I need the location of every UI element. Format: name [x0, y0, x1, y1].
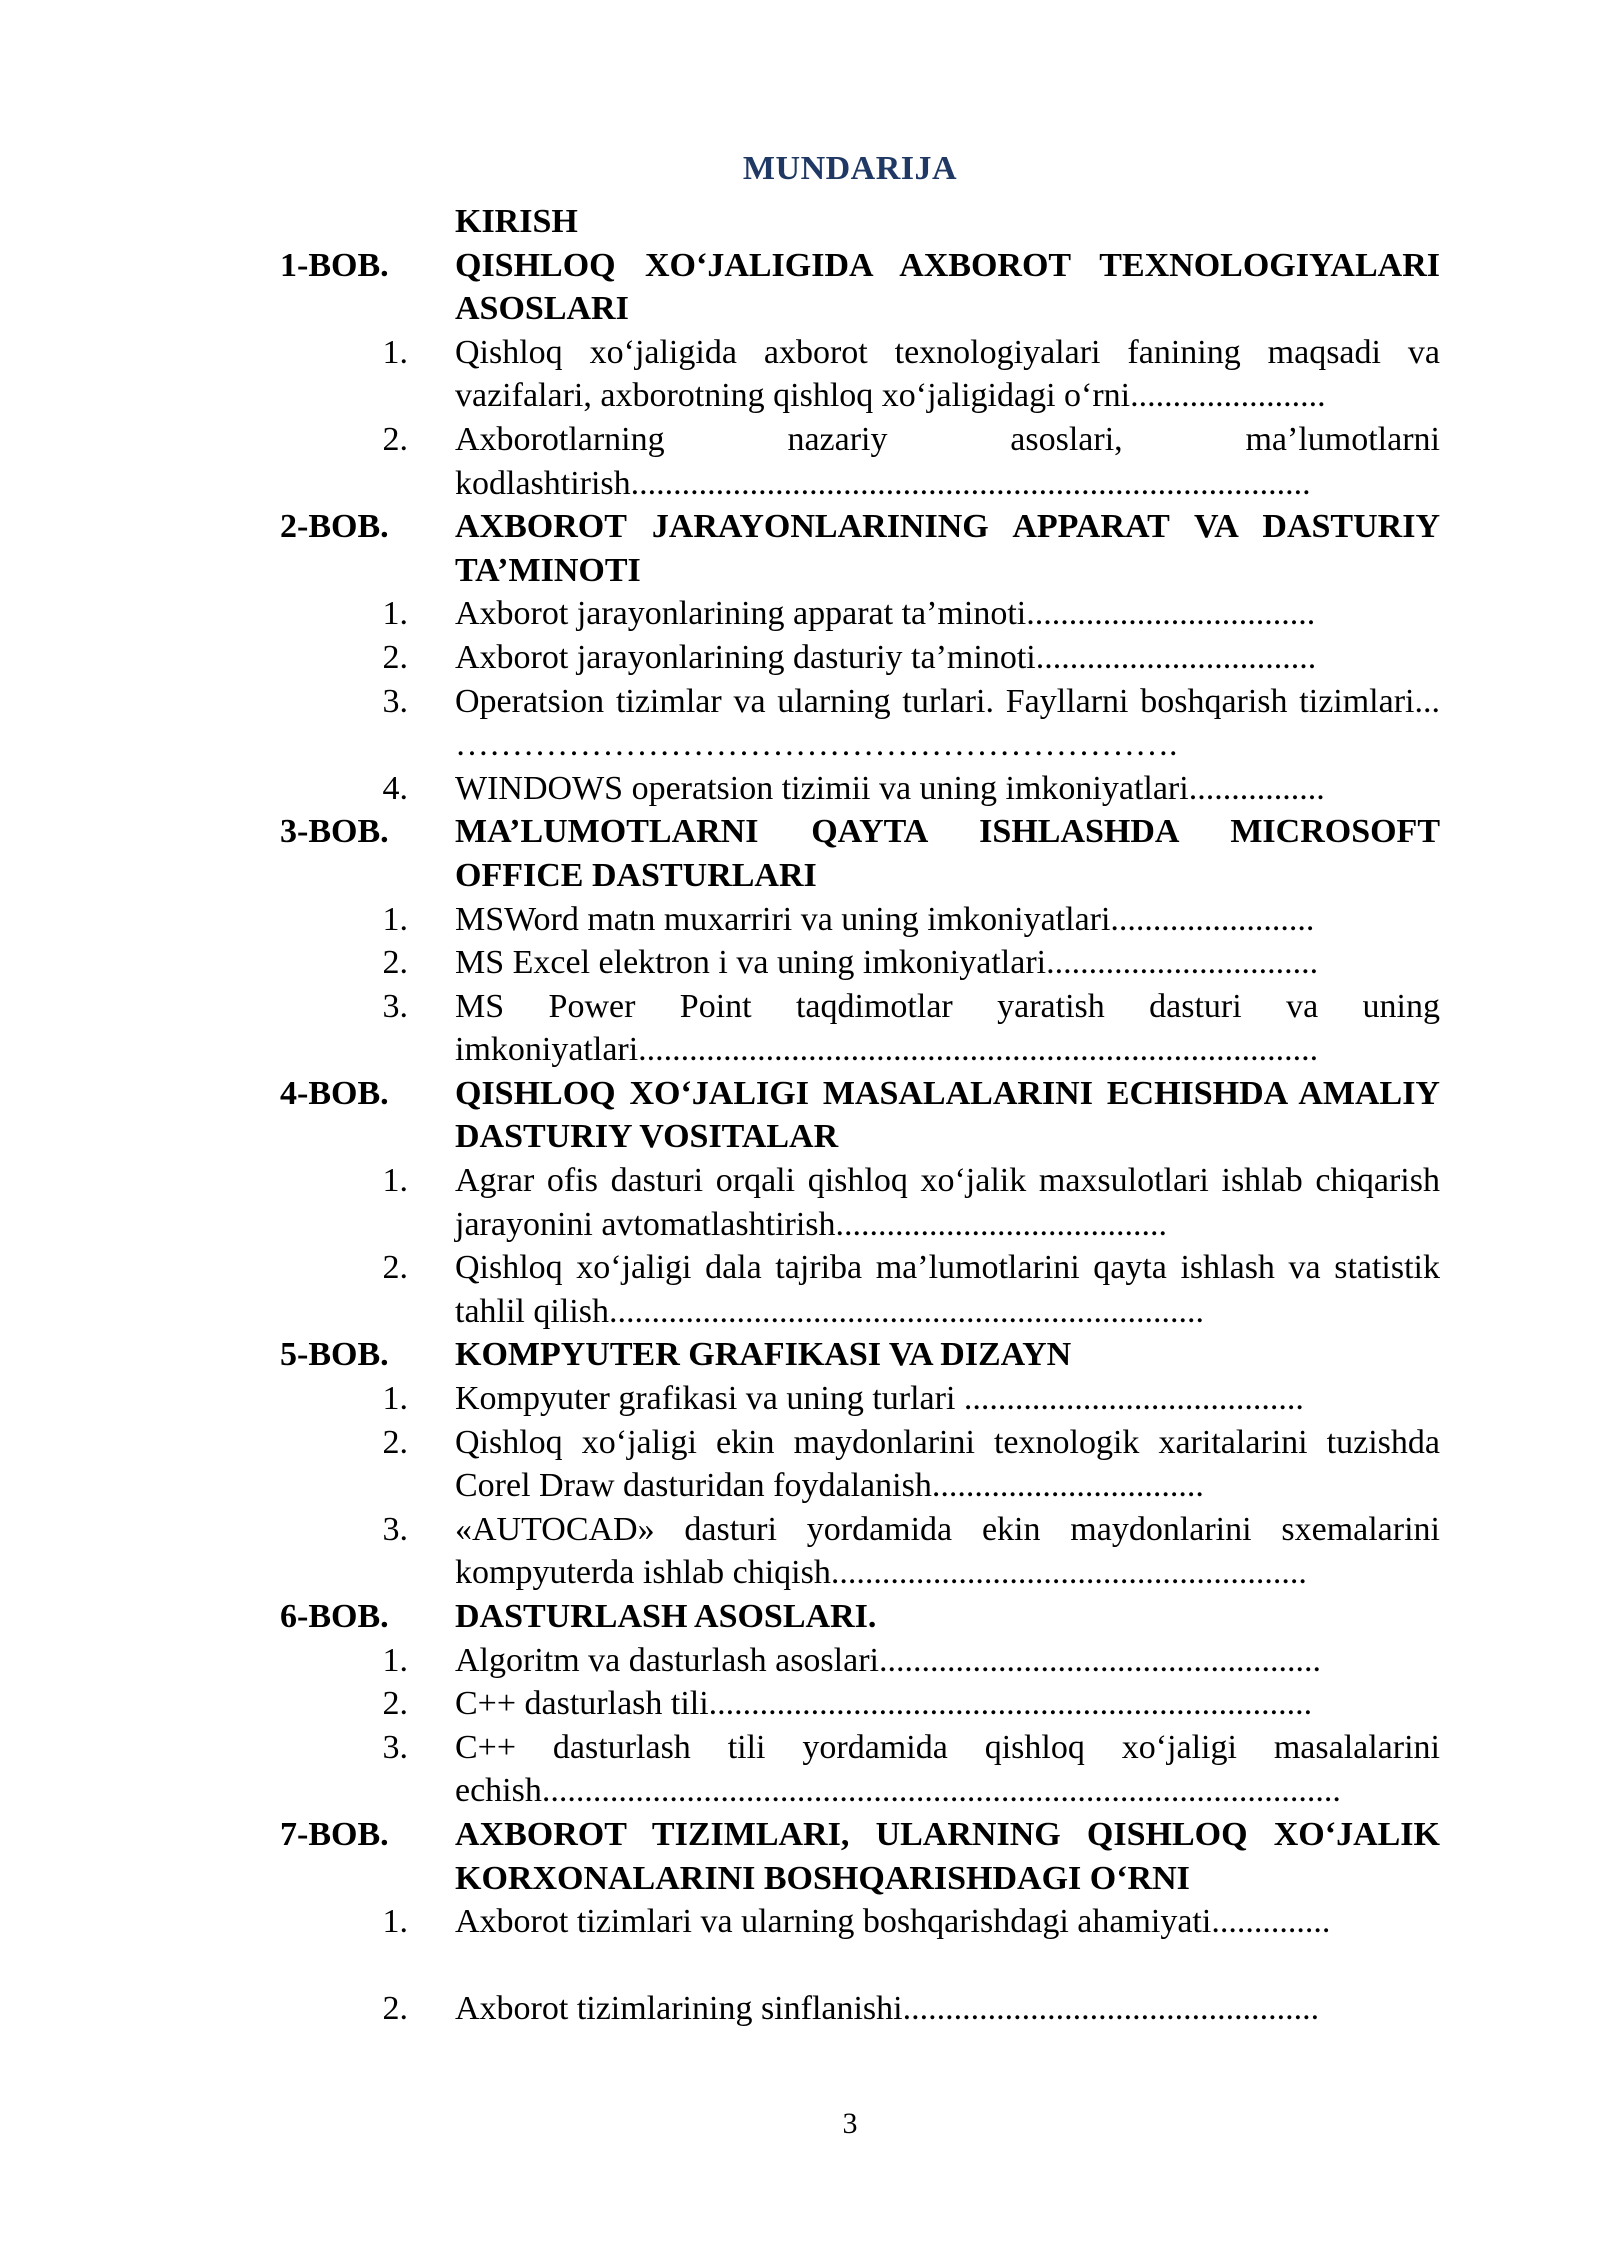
toc-entry — [280, 592, 1440, 636]
entry-text: Qishloq xo‘jaligi ekin maydonlarini texnologik xaritalarini tuzishda Corel Draw dasturidan foydalanish................................ — [455, 1423, 1440, 1505]
entry-number: 1. — [382, 900, 408, 938]
entry-text: Axborot tizimlarining sinflanishi................................................. — [455, 1990, 1320, 2028]
entry-text: Operatsion tizimlar va ularning turlari. Fayllarni boshqarish tizimlari... ………………………………………………………. — [455, 682, 1440, 764]
chapter-number: 5-BOB. — [280, 1336, 389, 1374]
entry-number: 1. — [382, 1903, 408, 1941]
entry-number: 1. — [382, 1641, 408, 1679]
entry-text: «AUTOCAD» dasturi yordamida ekin maydonlarini sxemalarini kompyuterda ishlab chiqish........................................................ — [455, 1510, 1440, 1592]
entry-text: Qishloq xo‘jaligi dala tajriba ma’lumotlarini qayta ishlash va statistik tahlil qilish...................................................................... — [455, 1249, 1440, 1330]
chapter-title: MA’LUMOTLARNI QAYTA ISHLASHDA MICROSOFT OFFICE DASTURLARI — [455, 813, 1440, 894]
toc-intro-row — [280, 200, 1440, 244]
toc-entry — [280, 1421, 1440, 1508]
toc-entry — [280, 898, 1440, 942]
chapter-heading — [280, 1813, 1440, 1900]
toc-entry — [280, 1159, 1440, 1246]
toc-entry — [280, 1682, 1440, 1726]
entry-number: 2. — [382, 1685, 408, 1723]
toc-entry — [280, 636, 1440, 680]
toc-entry — [280, 1900, 1440, 1944]
chapter-number: 7-BOB. — [280, 1815, 389, 1853]
toc-entry — [280, 1987, 1440, 2031]
entry-number: 2. — [382, 420, 408, 458]
entry-text: MS Power Point taqdimotlar yaratish dasturi va uning imkoniyatlari................................................................................ — [455, 987, 1440, 1069]
entry-text: Algoritm va dasturlash asoslari.................................................... — [455, 1641, 1321, 1679]
chapter-number: 3-BOB. — [280, 813, 389, 851]
chapter-title: KOMPYUTER GRAFIKASI VA DIZAYN — [455, 1336, 1072, 1374]
table-of-contents — [280, 200, 1440, 2031]
toc-entry — [280, 1246, 1440, 1333]
toc-entry — [280, 941, 1440, 985]
toc-entry — [280, 1726, 1440, 1813]
entry-number: 3. — [382, 1510, 408, 1548]
entry-text: Axborot jarayonlarining dasturiy ta’minoti................................. — [455, 638, 1317, 676]
chapter-number: 4-BOB. — [280, 1074, 389, 1112]
entry-text: Axborot tizimlari va ularning boshqarishdagi ahamiyati.............. — [455, 1903, 1331, 1941]
toc-entry — [280, 418, 1440, 505]
toc-entry — [280, 680, 1440, 767]
chapter-heading — [280, 244, 1440, 331]
chapter-number: 6-BOB. — [280, 1598, 389, 1635]
chapter-number: 1-BOB. — [280, 246, 389, 284]
chapter-heading — [280, 1595, 1440, 1639]
entry-text: C++ dasturlash tili yordamida qishloq xo‘jaligi masalalarini echish.............................................................................................. — [455, 1728, 1440, 1810]
entry-number: 1. — [382, 333, 408, 371]
toc-title: MUNDARIJA — [742, 150, 958, 187]
chapter-title: QISHLOQ XO‘JALIGI MASALALARINI ECHISHDA AMALIY DASTURIY VOSITALAR — [455, 1074, 1440, 1156]
entry-number: 2. — [382, 638, 408, 676]
chapter-title: QISHLOQ XO‘JALIGIDA AXBOROT TEXNOLOGIYALARI ASOSLARI — [455, 246, 1440, 328]
toc-entry — [280, 331, 1440, 418]
entry-number: 2. — [382, 1423, 408, 1461]
entry-number: 2. — [382, 1249, 408, 1287]
entry-text: Kompyuter grafikasi va uning turlari ........................................ — [455, 1380, 1304, 1418]
entry-text: Agrar ofis dasturi orqali qishloq xo‘jalik maxsulotlari ishlab chiqarish jarayonini avtomatlashtirish....................................... — [455, 1162, 1440, 1243]
entry-number: 1. — [382, 1380, 408, 1418]
chapter-heading — [280, 505, 1440, 592]
page-number: 3 — [842, 2107, 858, 2140]
entry-number: 2. — [382, 1990, 408, 2028]
chapter-heading — [280, 1333, 1440, 1377]
chapter-number: 2-BOB. — [280, 508, 389, 546]
chapter-title: AXBOROT TIZIMLARI, ULARNING QISHLOQ XO‘JALIK KORXONALARINI BOSHQARISHDAGI O‘RNI — [455, 1815, 1440, 1897]
chapter-title: DASTURLASH ASOSLARI. — [455, 1598, 877, 1635]
entry-text: WINDOWS operatsion tizimii va uning imkoniyatlari................ — [455, 769, 1325, 807]
entry-text: Qishloq xo‘jaligida axborot texnologiyalari fanining maqsadi va vazifalari, axborotning qishloq xo‘jaligidagi o‘rni....................... — [455, 333, 1440, 415]
toc-entry — [280, 1508, 1440, 1595]
entry-text: MSWord matn muxarriri va uning imkoniyatlari........................ — [455, 900, 1315, 938]
toc-entry — [280, 1639, 1440, 1683]
chapter-heading — [280, 1072, 1440, 1159]
entry-number: 4. — [382, 769, 408, 807]
entry-number: 1. — [382, 1162, 408, 1200]
entry-number: 3. — [382, 987, 408, 1025]
entry-text: Axborotlarning nazariy asoslari, ma’lumotlarni kodlashtirish................................................................................ — [455, 420, 1440, 502]
entry-number: 3. — [382, 682, 408, 720]
toc-entry — [280, 767, 1440, 811]
entry-number: 3. — [382, 1728, 408, 1766]
entry-number: 2. — [382, 944, 408, 982]
entry-text: MS Excel elektron i va uning imkoniyatlari................................ — [455, 944, 1319, 982]
chapter-heading — [280, 810, 1440, 897]
toc-intro: KIRISH — [455, 203, 578, 240]
entry-number: 1. — [382, 595, 408, 633]
entry-text: Axborot jarayonlarining apparat ta’minoti.................................. — [455, 595, 1316, 633]
toc-entry — [280, 985, 1440, 1072]
chapter-title: AXBOROT JARAYONLARINING APPARAT VA DASTURIY TA’MINOTI — [455, 508, 1440, 589]
entry-text: C++ dasturlash tili....................................................................... — [455, 1685, 1313, 1723]
toc-entry — [280, 1377, 1440, 1421]
